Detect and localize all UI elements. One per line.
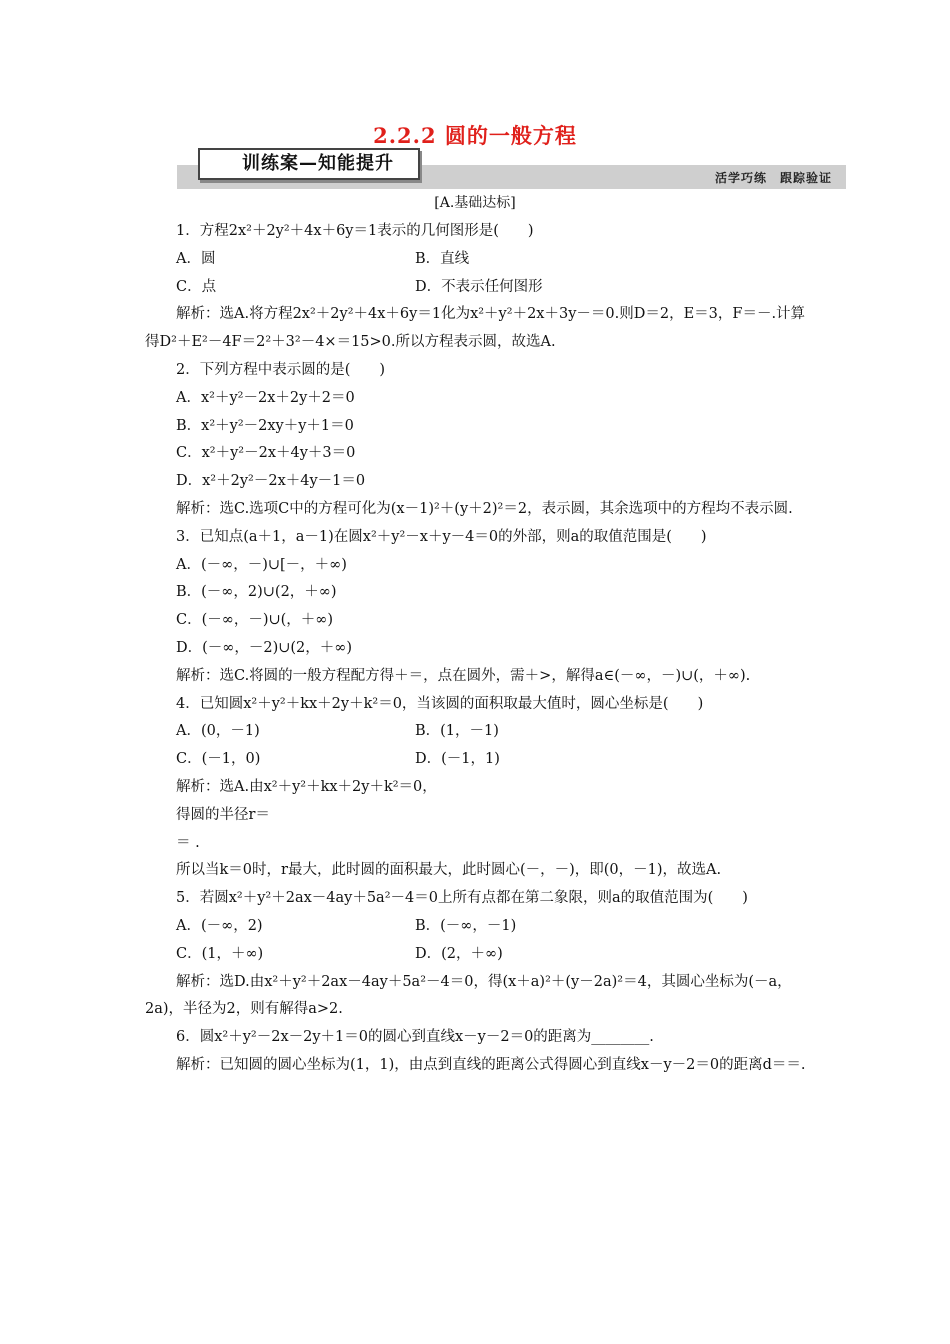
question-2-stem: 2．下列方程中表示圆的是( ) [176, 361, 386, 378]
question-1-option-a: A．圆 [176, 250, 216, 267]
question-1-options-row-1 [145, 246, 808, 274]
question-3-option-d: D．(－∞，－2)∪(2，＋∞) [176, 639, 353, 656]
question-2-analysis: 解析：选C.选项C中的方程可化为(x－1)²＋(y＋2)²＝2，表示圆，其余选项中的方程均不表示圆. [176, 500, 793, 517]
section-heading: [A.基础达标] [434, 195, 516, 211]
question-6-stem: 6．圆x²＋y²－2x－2y＋1＝0的圆心到直线x－y－2＝0的距离为________. [176, 1029, 654, 1046]
question-5-option-c: C．(1，＋∞) [176, 945, 264, 962]
question-3-option-b: B．(－∞，2)∪(2，＋∞) [176, 584, 337, 601]
question-4-options-row-2 [145, 746, 808, 774]
question-1-stem: 1．方程2x²＋2y²＋4x＋6y＝1表示的几何图形是( ) [176, 223, 534, 239]
question-2-option-d: D．x²＋2y²－2x＋4y－1＝0 [176, 473, 366, 490]
question-5-option-b: B．(－∞，－1) [415, 917, 517, 934]
question-1-option-b: B．直线 [415, 250, 470, 267]
question-2-option-c: C．x²＋y²－2x＋4y＋3＝0 [176, 445, 356, 462]
question-4-stem: 4．已知圆x²＋y²＋kx＋2y＋k²＝0，当该圆的面积取最大值时，圆心坐标是( ) [176, 695, 704, 712]
question-5-analysis: 解析：选D.由x²＋y²＋2ax－4ay＋5a²－4＝0，得(x＋a)²＋(y－2a)²＝4，其圆心坐标为(－a，2a)，半径为2，则有解得a>2. [145, 973, 792, 1018]
question-5-option-a: A．(－∞，2) [176, 917, 263, 934]
question-3-option-c: C．(－∞，－)∪(，＋∞) [176, 612, 334, 629]
question-3-analysis: 解析：选C.将圆的一般方程配方得＋＝，点在圆外，需＋>，解得a∈(－∞，－)∪(，＋∞). [176, 667, 751, 684]
question-3-stem: 3．已知点(a＋1，a－1)在圆x²＋y²－x＋y－4＝0的外部，则a的取值范围是( ) [176, 528, 707, 545]
question-2-option-b: B．x²＋y²－2xy＋y＋1＝0 [176, 417, 354, 434]
page-title: 2.2.2 圆的一般方程 [373, 123, 577, 148]
question-6-analysis: 解析：已知圆的圆心坐标为(1，1)，由点到直线的距离公式得圆心到直线x－y－2＝0的距离d＝＝. [176, 1056, 806, 1073]
question-4-options-row-1 [145, 718, 808, 746]
question-5-option-d: D．(2，＋∞) [415, 945, 503, 962]
banner-tab: 训练案—知能提升 [198, 148, 420, 180]
question-2-option-a: A．x²＋y²－2x＋2y＋2＝0 [176, 389, 355, 406]
question-5-options-row-2 [145, 941, 808, 969]
exercise-content [145, 218, 808, 1080]
question-5-stem: 5．若圆x²＋y²＋2ax－4ay＋5a²－4＝0上所有点都在第二象限，则a的取值范围为( ) [176, 890, 748, 907]
question-1-analysis: 解析：选A.将方程2x²＋2y²＋4x＋6y＝1化为x²＋y²＋2x＋3y－＝0.则D＝2，E＝3，F＝－.计算得D²＋E²－4F＝2²＋3²－4×＝15>0.所以方程表示圆，故选A. [145, 306, 806, 351]
question-4-analysis-line-1: 解析：选A.由x²＋y²＋kx＋2y＋k²＝0， [176, 778, 437, 795]
question-5-options-row-1 [145, 913, 808, 941]
question-4-option-c: C．(－1，0) [176, 751, 261, 768]
banner-slogan: 活学巧练 跟踪验证 [714, 171, 832, 185]
question-1-option-d: D．不表示任何图形 [415, 278, 543, 295]
question-4-analysis-line-4: 所以当k＝0时，r最大，此时圆的面积最大，此时圆心(－，－)，即(0，－1)，故选A. [176, 862, 722, 879]
question-4-option-b: B．(1，－1) [415, 723, 499, 740]
question-3-option-a: A．(－∞，－)∪[－，＋∞) [176, 556, 347, 573]
question-4-analysis-line-3: ＝ . [176, 834, 200, 851]
question-4-option-d: D．(－1，1) [415, 751, 500, 768]
question-1-options-row-2 [145, 274, 808, 302]
question-1-option-c: C．点 [176, 278, 217, 295]
question-4-option-a: A．(0，－1) [176, 723, 260, 740]
question-4-analysis-line-2: 得圆的半径r＝ [176, 806, 270, 823]
